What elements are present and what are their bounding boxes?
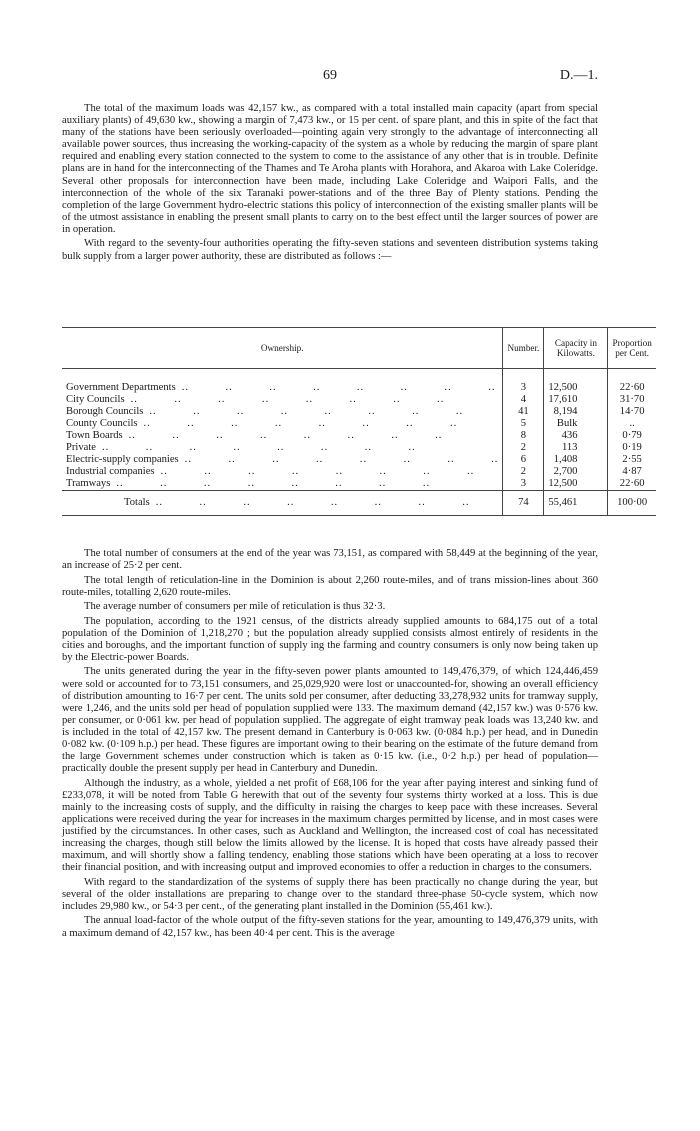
proportion-cell: 2·55 [608,454,656,466]
owner-name: County Councils .. [66,418,498,430]
paragraph: With regard to the standardization of the systems of supply there has been practically no change during the year, but several of the older installations are preparing to change over to the standard three-phase 50-cycle system, which now includes 29,980 kw., or 54·3 per cent., of the generating plant installed in the Dominion (55,461 kw.). [62,876,598,912]
table-row [62,442,656,454]
capacity-cell: 12,500 [544,478,608,491]
proportion-cell: 0·19 [608,442,656,454]
proportion-cell: 0·79 [608,430,656,442]
number-cell: 2 [503,442,544,454]
owner-name: Electric-supply companies .. [66,454,498,466]
capacity-cell: 2,700 [544,466,608,478]
table-header-row [62,328,656,369]
totals-label: Totals .. [66,497,498,509]
page-reference: D.—1. [559,68,598,83]
capacity-cell: Bulk [544,418,608,430]
number-cell: 3 [503,478,544,491]
capacity-cell: 12,500 [544,382,608,394]
body-text [62,548,598,942]
number-cell: 3 [503,382,544,394]
paragraph: The average number of consumers per mile of reticulation is thus 32·3. [84,601,386,613]
number-cell: 4 [503,394,544,406]
proportion-cell: 31·70 [608,394,656,406]
totals-proportion: 100·00 [608,491,656,516]
page-header [62,68,598,88]
totals-row [62,491,656,516]
table-row [62,406,656,418]
ownership-table [62,327,656,516]
proportion-cell: 22·60 [608,382,656,394]
number-cell: 6 [503,454,544,466]
paragraph: The total of the maximum loads was 42,157 kw., as compared with a total installed main capacity (apart from special auxiliary plants) of 49,630 kw., showing a margin of 7,473 kw., or 15 per cent. of spare plant, and this in spite of the fact that many of the stations have been seriously overloaded—pointing again very strongly to the advantage of interconnecting all available power sources, thus increasing the working-capacity of the system as a whole by reducing the margin of spare plant required and enabling every station connected to the system to come to the assistance of any other that is in trouble. Definite plans are in hand for the interconnecting of the Thames and Te Aroha plants with Horahora, and Akaroa with Lake Coleridge. Several other proposals for interconnection have been made, including Lake Coleridge and Waipori Falls, and the interconnection of the whole of the six Taranaki power-stations and of the three Bay of Plenty stations. Pending the completion of the large Government hydro-electric stations this policy of interconnection of the existing smaller plants will be of the utmost assistance in enabling the present small plants to carry on to the best effect until the larger sources of power are in operation. [62,103,598,235]
number-cell: 8 [503,430,544,442]
page-number: 69 [323,68,337,83]
table-row [62,466,656,478]
proportion-cell: 14·70 [608,406,656,418]
capacity-cell: 1,408 [544,454,608,466]
paragraph: The population, according to the 1921 census, of the districts already supplied amounts to 684,175 out of a total population of the Dominion of 1,218,270 ; but the population already supplied consists almost entirely of residents in the cities and boroughs, and the important function of supply ing the farming and country consumers is only now being taken up by the Electric-power Boards. [62,615,598,663]
paragraph: The annual load-factor of the whole output of the fifty-seven stations for the year, amounting to 149,476,379 units, with a maximum demand of 42,157 kw., has been 40·4 per cent. This is the average [62,915,598,939]
totals-number: 74 [503,491,544,516]
capacity-cell: 17,610 [544,394,608,406]
table-row [62,418,656,430]
intro-text [62,103,598,265]
capacity-cell: 436 [544,430,608,442]
owner-name: Government Departments .. [66,382,498,394]
header-proportion: Proportion per Cent. [608,328,656,369]
table-row [62,430,656,442]
owner-name: Town Boards .. [66,430,498,442]
paragraph: The total length of reticulation-line in the Dominion is about 2,260 route-miles, and of trans mission-lines about 360 route-miles, totalling 2,620 route-miles. [62,574,598,598]
proportion-cell: .. [608,418,656,430]
proportion-cell: 22·60 [608,478,656,491]
totals-capacity: 55,461 [544,491,608,516]
header-capacity: Capacity in Kilowatts. [544,328,608,369]
header-ownership: Ownership. [62,328,503,369]
owner-name: Private .. [66,442,498,454]
paragraph: The total number of consumers at the end of the year was 73,151, as compared with 58,449 at the beginning of the year, an increase of 25·2 per cent. [62,548,598,572]
number-cell: 5 [503,418,544,430]
paragraph: Although the industry, as a whole, yielded a net profit of £68,106 for the year after paying interest and sinking fund of £233,078, it will be noted from Table G herewith that out of the seventy four systems thirty worked at a loss. This is due mainly to the increasing costs of supply, and the difficulty in raising the charges to keep pace with these increases. Several applications were received during the year for increases in the maximum charges permitted by license, and in most cases were justified by the circumstances. In other cases, such as Auckland and Wellington, the increased cost of coal has necessitated increasing the charges, though still below the limits allowed by the license. It is hoped that costs have already passed their maximum, and will shortly show a falling tendency, enabling those stations which have been operating at a loss to recover their financial position, and with increasing output and improved economies to offer a reduction in charges to the consumers. [62,777,598,874]
number-cell: 2 [503,466,544,478]
owner-name: Industrial companies .. [66,466,498,478]
table-row [62,478,656,491]
proportion-cell: 4·87 [608,466,656,478]
table-row [62,382,656,394]
owner-name: City Councils .. [66,394,498,406]
owner-name: Tramways .. [66,478,498,490]
owner-name: Borough Councils .. [66,406,498,418]
capacity-cell: 8,194 [544,406,608,418]
paragraph: The units generated during the year in the fifty-seven power plants amounted to 149,476,379, of which 124,446,459 were sold or accounted for to 73,151 consumers, and 25,029,920 were lost or unaccounted-for, showing an overall efficiency of distribution amounting to 16·7 per cent. The units sold per consumer, after deducting 33,278,932 units for tramway supply, were 1,246, and the units sold per head of population supplied were 133. The maximum demand (42,157 kw.) was 0·576 kw. per consumer, or 0·061 kw. per head of population supplied. The aggregate of eight tramway peak loads was 13,240 kw. and is included in the total of 42,157 kw. The present demand in Canterbury is 0·063 kw. (0·084 h.p.) per head, and in Dunedin 0·082 kw. (0·109 h.p.) per head. These figures are important owing to their bearing on the estimate of the future demand from the large Government schemes under construction which is taken as 0·15 kw. (i.e., 0·2 h.p.) per head of population—practically double the present supply per head in Canterbury and Dunedin. [62,666,598,775]
number-cell: 41 [503,406,544,418]
capacity-cell: 113 [544,442,608,454]
paragraph: With regard to the seventy-four authorities operating the fifty-seven stations and seventeen distribution systems taking bulk supply from a larger power authority, these are distributed as follows :— [62,238,598,262]
table-row [62,394,656,406]
table-row [62,454,656,466]
header-number: Number. [503,328,544,369]
